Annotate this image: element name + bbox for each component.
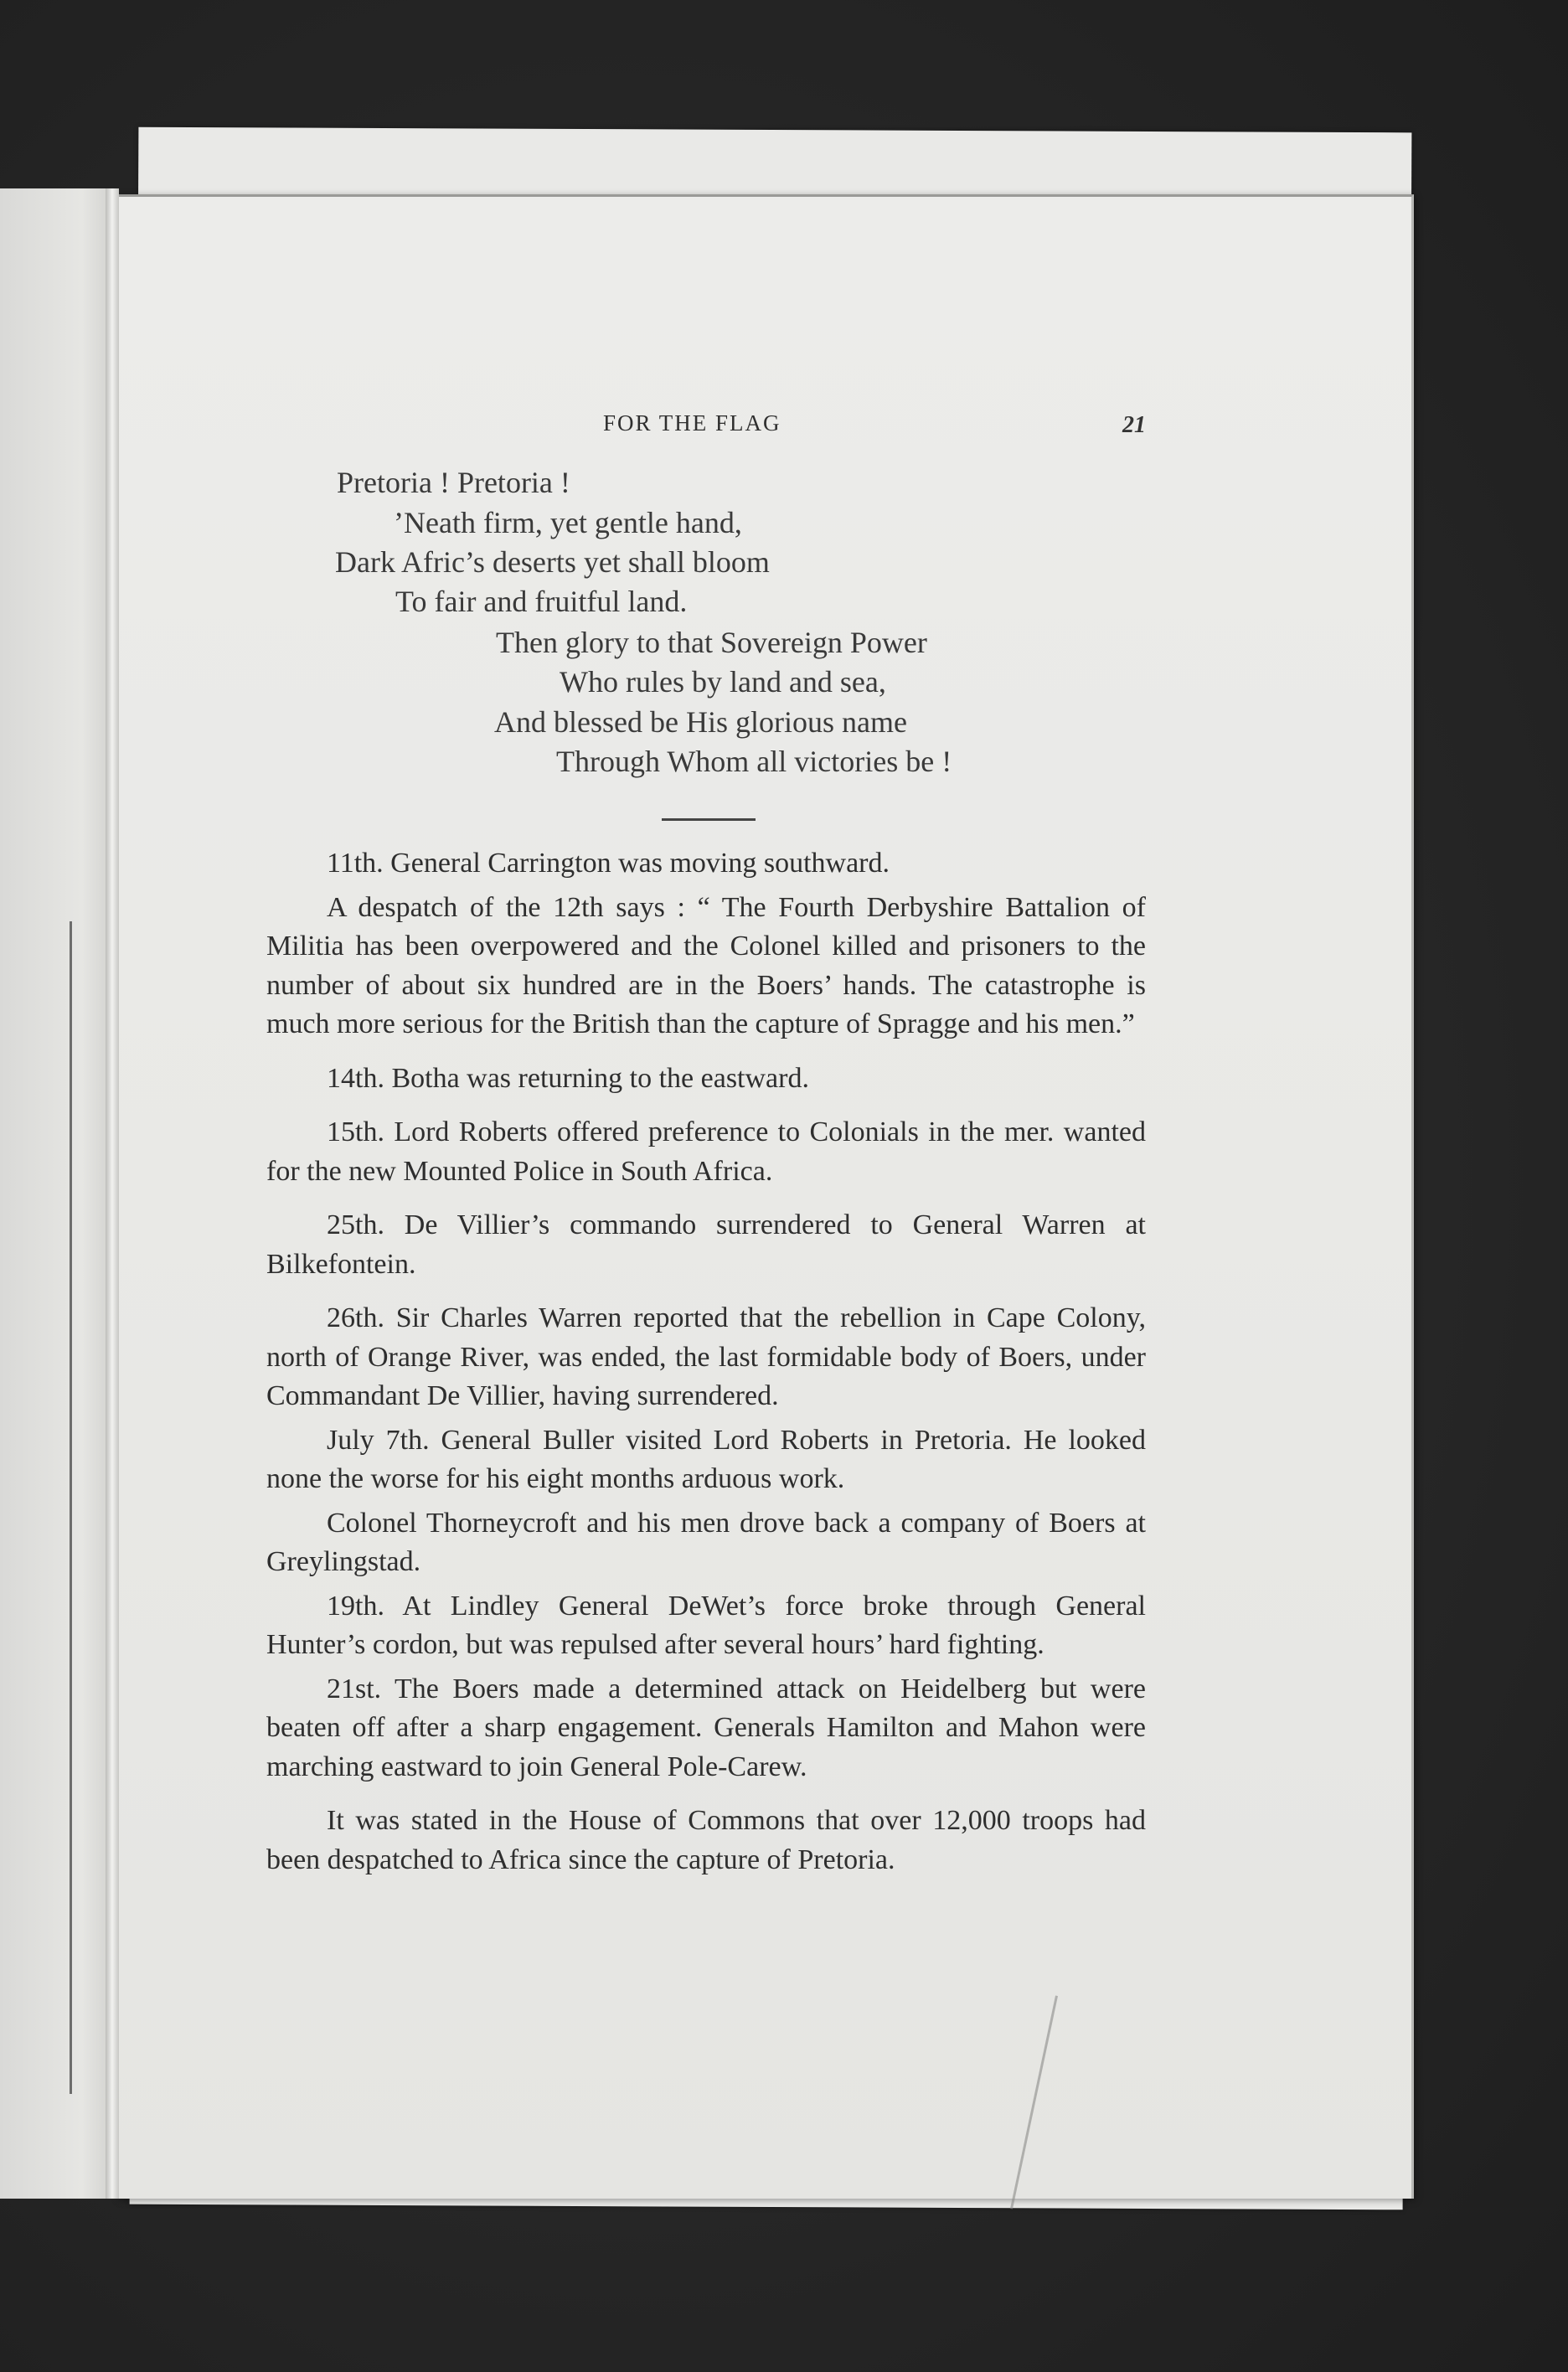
poem-line: Dark Afric’s deserts yet shall bloom [335,545,770,579]
entry-paragraph: 15th. Lord Roberts offered preference to Colonials in the mer. wanted for the new Mounted Police in South Africa. [266,1116,1146,1187]
poem-line: And blessed be His glorious name [494,705,907,739]
facing-page-edge [0,188,117,2199]
section-divider [662,818,756,821]
poem-line: Through Whom all victories be ! [556,745,952,778]
entry-paragraph: 21st. The Boers made a determined attack on Heidelberg but were beaten off after a sharp engagement. Generals Hamilton and Mahon were marching eastward to join General Pole-Carew. [266,1673,1146,1782]
chronicle-entries [266,844,1146,1880]
page-number: 21 [1122,412,1146,438]
running-title: FOR THE FLAG [603,410,781,436]
poem-line: Then glory to that Sovereign Power [496,626,927,659]
entry-paragraph: 11th. General Carrington was moving southward. [327,848,890,879]
spine-shadow-line [70,921,72,2094]
entry-paragraph: 25th. De Villier’s commando surrendered to General Warren at Bilkefontein. [266,1209,1146,1280]
entry-paragraph: 19th. At Lindley General DeWet’s force broke through General Hunter’s cordon, but was repulsed after several hours’ hard fighting. [266,1590,1146,1660]
poem-line: ’Neath firm, yet gentle hand, [394,506,742,539]
entry-paragraph: 26th. Sir Charles Warren reported that the rebellion in Cape Colony, north of Orange River, was ended, the last formidable body of Boers, under Commandant De Villier, having surrendered. [266,1302,1146,1411]
entry-paragraph: July 7th. General Buller visited Lord Roberts in Pretoria. He looked none the worse for his eight months arduous work. [266,1424,1146,1494]
poem-line: Pretoria ! Pretoria ! [337,466,570,499]
entry-paragraph: A despatch of the 12th says : “ The Fourth Derbyshire Battalion of Militia has been overpowered and the Colonel killed and prisoners to the number of about six hundred are in the Boers’ hands. The catastrophe is much more serious for the British than the capture of Spragge and his men.” [266,891,1146,1039]
poem-line: To fair and fruitful land. [395,585,688,618]
entry-paragraph: 14th. Botha was returning to the eastward. [327,1062,809,1094]
entry-paragraph: Colonel Thorneycroft and his men drove back a company of Boers at Greylingstad. [266,1507,1146,1577]
poem-line: Who rules by land and sea, [560,665,886,699]
entry-paragraph: It was stated in the House of Commons that over 12,000 troops had been despatched to Africa since the capture of Pretoria. [266,1805,1146,1875]
book-spine [106,188,119,2199]
